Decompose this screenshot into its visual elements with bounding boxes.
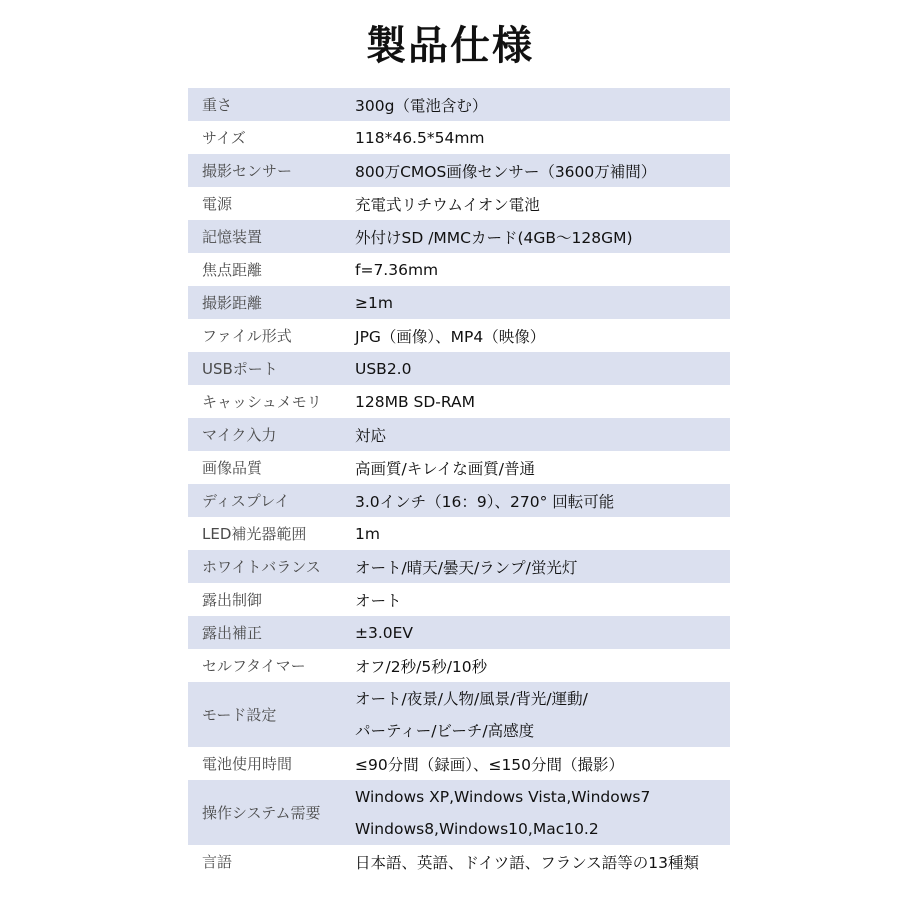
- spec-row-cache-memory: [188, 385, 730, 418]
- spec-row-image-quality: [188, 451, 730, 484]
- spec-row-focal-length: [188, 253, 730, 286]
- spec-label: 電源: [202, 195, 233, 213]
- spec-label: 言語: [202, 853, 233, 871]
- spec-label: セルフタイマー: [202, 657, 306, 675]
- spec-value-line: Windows8,Windows10,Mac10.2: [355, 819, 599, 838]
- spec-row-storage: [188, 220, 730, 253]
- spec-value: ≥1m: [355, 293, 393, 312]
- spec-row-white-balance: [188, 550, 730, 583]
- spec-row-mic-input: [188, 418, 730, 451]
- spec-value: 外付けSD /MMCカード(4GB～128GM): [355, 228, 633, 247]
- spec-label: サイズ: [202, 129, 246, 147]
- spec-value: f=7.36mm: [355, 260, 439, 279]
- spec-row-size: [188, 121, 730, 154]
- spec-label: ホワイトバランス: [202, 558, 321, 576]
- spec-value: 118*46.5*54mm: [355, 128, 485, 147]
- spec-row-file-format: [188, 319, 730, 352]
- spec-label: ファイル形式: [202, 327, 292, 345]
- spec-label: キャッシュメモリ: [202, 393, 322, 411]
- spec-value: オート/晴天/曇天/ランプ/蛍光灯: [355, 558, 578, 577]
- spec-row-battery-life: [188, 747, 730, 780]
- spec-label: モード設定: [202, 706, 277, 724]
- spec-value: ±3.0EV: [355, 623, 414, 642]
- spec-value: 128MB SD-RAM: [355, 392, 476, 411]
- spec-value: 日本語、英語、ドイツ語、フランス語等の13種類: [355, 853, 699, 872]
- spec-value: 300g（電池含む）: [355, 96, 488, 115]
- spec-label: ディスプレイ: [202, 492, 290, 510]
- spec-label: 撮影距離: [202, 294, 263, 312]
- spec-value: 800万CMOS画像センサー（3600万補間）: [355, 162, 657, 181]
- spec-label: USBポート: [202, 360, 278, 378]
- spec-value: オフ/2秒/5秒/10秒: [355, 657, 488, 676]
- spec-value: ≤90分間（録画）、≤150分間（撮影）: [355, 755, 625, 774]
- spec-row-shooting-distance: [188, 286, 730, 319]
- spec-row-sensor: [188, 154, 730, 187]
- spec-value: 充電式リチウムイオン電池: [355, 195, 540, 214]
- page-title: 製品仕様: [366, 23, 534, 69]
- spec-label: 操作システム需要: [202, 804, 321, 822]
- spec-row-exposure-compensation: [188, 616, 730, 649]
- spec-label: 電池使用時間: [202, 755, 293, 773]
- spec-label: マイク入力: [202, 426, 277, 444]
- spec-label: 記憶装置: [202, 228, 263, 246]
- spec-value: 高画質/キレイな画質/普通: [355, 459, 536, 478]
- spec-row-exposure-control: [188, 583, 730, 616]
- spec-value: 1m: [355, 524, 380, 543]
- spec-value: JPG（画像）、MP4（映像）: [355, 327, 546, 346]
- spec-value: 3.0インチ（16：9）、270° 回転可能: [355, 492, 615, 511]
- spec-value: 対応: [355, 426, 387, 445]
- spec-label: 露出制御: [202, 591, 263, 609]
- spec-value: [353, 683, 730, 747]
- spec-value: オート: [355, 591, 402, 610]
- spec-row-os-requirements: [188, 780, 730, 845]
- spec-row-weight: [188, 88, 730, 121]
- spec-value: USB2.0: [355, 359, 412, 378]
- spec-label: 画像品質: [202, 459, 263, 477]
- spec-value-line: オート/夜景/人物/風景/背光/運動/: [355, 689, 588, 708]
- spec-label: 重さ: [202, 96, 233, 114]
- spec-value: [353, 781, 730, 845]
- spec-row-power: [188, 187, 730, 220]
- spec-row-self-timer: [188, 649, 730, 682]
- spec-value-line: パーティー/ビーチ/高感度: [355, 721, 535, 740]
- spec-table: [188, 88, 730, 878]
- spec-label: 焦点距離: [202, 261, 263, 279]
- spec-row-mode-settings: [188, 682, 730, 747]
- spec-row-display: [188, 484, 730, 517]
- spec-label: 露出補正: [202, 624, 263, 642]
- spec-row-usb-port: [188, 352, 730, 385]
- spec-row-led-range: [188, 517, 730, 550]
- spec-row-language: [188, 845, 730, 878]
- spec-value-line: Windows XP,Windows Vista,Windows7: [355, 787, 651, 806]
- spec-label: LED補光器範囲: [202, 525, 307, 543]
- spec-label: 撮影センサー: [202, 162, 293, 180]
